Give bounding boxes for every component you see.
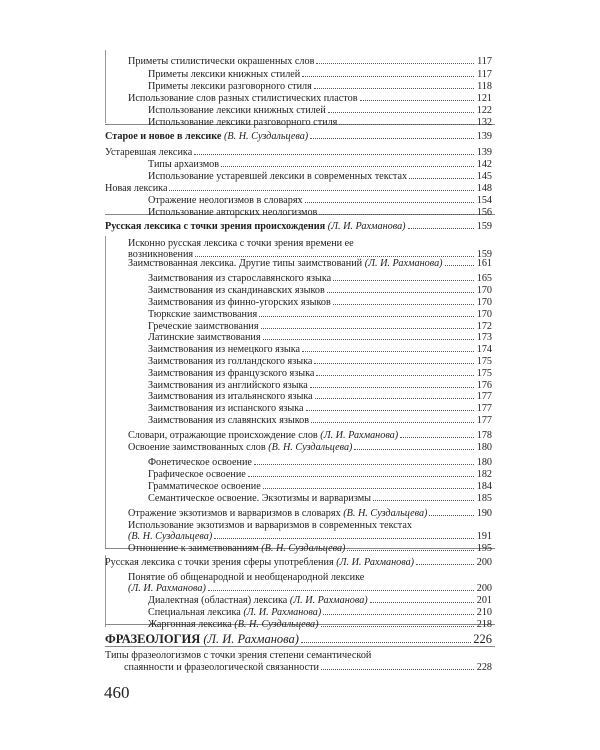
toc-entry[interactable]: Заимствования из старославянского языка 165 [148,273,492,284]
toc-entry[interactable]: Заимствования из испанского языка 177 [148,403,492,414]
toc-entry[interactable]: возникновения 159 [128,249,492,260]
toc-entry[interactable]: (Л. И. Рахманова) 200 [128,583,492,594]
toc-section-heading[interactable]: Старое и новое в лексике (В. Н. Суздальцева) 139 [105,131,492,142]
toc-entry[interactable]: Отражение неологизмов в словарях 154 [148,195,492,206]
toc-entry[interactable]: Использование слов разных стилистических пластов 121 [128,93,492,104]
toc-entry[interactable]: Греческие заимствования 172 [148,321,492,332]
toc-entry[interactable]: Заимствования из славянских языков 177 [148,415,492,426]
toc-section-heading[interactable]: Русская лексика с точки зрения происхождения (Л. И. Рахманова) 159 [105,221,492,232]
toc-entry[interactable]: Использование устаревшей лексики в современных текстах 145 [148,171,492,182]
toc-entry[interactable]: Приметы лексики книжных стилей 117 [148,69,492,80]
toc-entry[interactable]: Заимствования из немецкого языка 174 [148,344,492,355]
toc-entry[interactable]: (В. Н. Суздальцева) 191 [128,531,492,542]
toc-entry[interactable]: Типы фразеологизмов с точки зрения степени семантической [105,650,372,661]
toc-entry[interactable]: Исконно русская лексика с точки зрения времени ее [128,238,354,249]
toc-chapter-heading[interactable]: ФРАЗЕОЛОГИЯ (Л. И. Рахманова) 226 [105,632,492,646]
toc-entry[interactable]: Использование экзотизмов и варваризмов в современных текстах [128,520,412,531]
toc-entry[interactable]: Латинские заимствования 173 [148,332,492,343]
toc-entry[interactable]: Отражение экзотизмов и варваризмов в словарях (В. Н. Суздальцева) 190 [128,508,492,519]
toc-entry[interactable]: Грамматическое освоение 184 [148,481,492,492]
toc-entry[interactable]: Тюркские заимствования 170 [148,309,492,320]
toc-entry[interactable]: Заимствования из английского языка 176 [148,380,492,391]
toc-entry[interactable]: Фонетическое освоение 180 [148,457,492,468]
toc-entry[interactable]: Приметы стилистически окрашенных слов 117 [128,56,492,67]
toc-entry[interactable]: Заимствованная лексика. Другие типы заимствований (Л. И. Рахманова) 161 [128,258,492,269]
toc-entry[interactable]: Графическое освоение 182 [148,469,492,480]
toc-entry[interactable]: Использование авторских неологизмов 156 [148,207,492,218]
toc-entry[interactable]: Заимствования из скандинавских языков 170 [148,285,492,296]
toc-entry[interactable]: Словари, отражающие происхождение слов (Л. И. Рахманова) 178 [128,430,492,441]
toc-entry[interactable]: Специальная лексика (Л. И. Рахманова) 210 [148,607,492,618]
toc-entry[interactable]: Семантическое освоение. Экзотизмы и варваризмы 185 [148,493,492,504]
toc-section-heading[interactable]: Русская лексика с точки зрения сферы употребления (Л. И. Рахманова) 200 [105,557,492,568]
toc-entry[interactable]: Отношение к заимствованиям (В. Н. Суздальцева) 195 [128,543,492,554]
toc-entry[interactable]: Заимствования из французского языка 175 [148,368,492,379]
toc-entry[interactable]: Использование лексики разговорного стиля 132 [148,117,492,128]
toc-entry[interactable]: Заимствования из итальянского языка 177 [148,391,492,402]
toc-entry[interactable]: Заимствования из финно-угорских языков 170 [148,297,492,308]
toc-entry[interactable]: Понятие об общенародной и необщенародной лексике [128,572,365,583]
toc-entry[interactable]: Новая лексика 148 [105,183,492,194]
toc-entry[interactable]: Использование лексики книжных стилей 122 [148,105,492,116]
toc-entry[interactable]: Устаревшая лексика 139 [105,147,492,158]
toc-entry[interactable]: спаянности и фразеологической связанности 228 [124,662,492,673]
page-number: 460 [104,683,130,702]
toc-entry[interactable]: Жаргонная лексика (В. Н. Суздальцева) 218 [148,619,492,630]
toc-entry[interactable]: Заимствования из голландского языка 175 [148,356,492,367]
toc-entry[interactable]: Типы архаизмов 142 [148,159,492,170]
toc-entry[interactable]: Освоение заимствованных слов (В. Н. Суздальцева) 180 [128,442,492,453]
toc-entry[interactable]: Диалектная (областная) лексика (Л. И. Рахманова) 201 [148,595,492,606]
toc-entry[interactable]: Приметы лексики разговорного стиля 118 [148,81,492,92]
